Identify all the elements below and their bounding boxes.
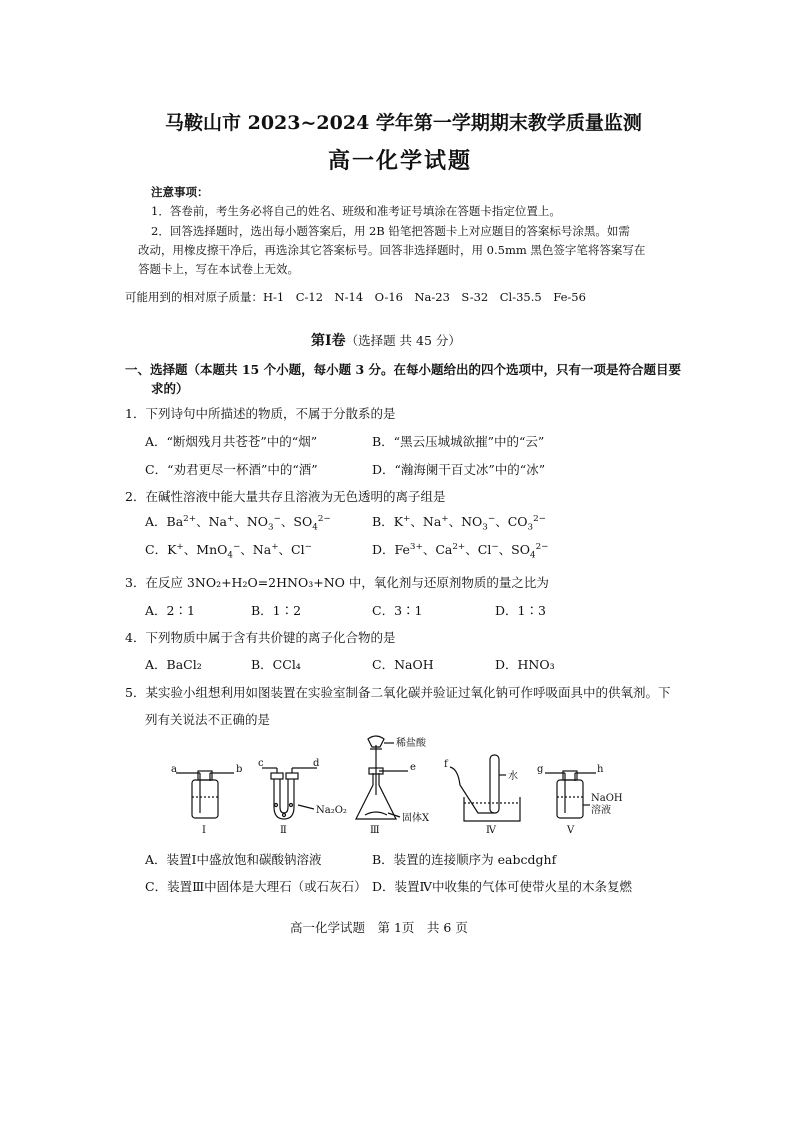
exam-title: 马鞍山市 2023~2024 学年第一学期期末教学质量监测: [165, 112, 642, 134]
q3-option-b: B．1∶2: [251, 603, 302, 618]
q5-option-a: A．装置Ⅰ中盛放饱和碳酸钠溶液: [145, 852, 322, 867]
q1-option-c: C．“劝君更尽一杯酒”中的“酒”: [145, 462, 318, 477]
apparatus-figure: [160, 735, 630, 840]
q3-stem: 3．在反应 3NO₂+H₂O=2HNO₃+NO 中，氧化剂与还原剂物质的量之比为: [125, 575, 549, 590]
label-naoh: NaOH: [591, 793, 623, 804]
apparatus-svg: [160, 735, 630, 840]
exam-subtitle: 高一化学试题: [328, 148, 473, 174]
label-solution: 溶液: [591, 805, 611, 816]
port-a: a: [171, 764, 177, 775]
u-tube-ii: [262, 768, 317, 819]
q5-option-d: D．装置Ⅳ中收集的气体可使带火星的木条复燃: [372, 879, 633, 894]
roman-ii: Ⅱ: [280, 825, 287, 836]
q5-option-b: B．装置的连接顺序为 eabcdghf: [372, 852, 557, 867]
q3-option-a: A．2∶1: [145, 603, 195, 618]
q4-option-d: D．HNO₃: [495, 657, 555, 672]
atomic-masses: 可能用到的相对原子质量：H-1 C-12 N-14 O-16 Na-23 S-32 Cl-35.5 Fe-56: [125, 290, 586, 304]
section-title: [311, 330, 461, 350]
roman-i: Ⅰ: [202, 825, 206, 836]
q4-option-a: A．BaCl₂: [145, 657, 202, 672]
note-1: 1．答卷前，考生务必将自己的姓名、班级和准考证号填涂在答题卡指定位置上。: [151, 204, 561, 218]
bottle-i: [176, 771, 234, 818]
section-title-main: 第Ⅰ卷: [311, 333, 346, 349]
roman-iv: Ⅳ: [486, 825, 496, 836]
q2-option-b-ions: K+、Na+、$NO_3^-$、$CO_3^{2-}$: [393, 513, 547, 533]
q2-option-d: [372, 540, 548, 561]
q2-option-a-label: A．: [145, 514, 167, 529]
q3-option-d: D．1∶3: [495, 603, 546, 618]
port-e: e: [410, 762, 416, 773]
trough-iv: [450, 755, 520, 821]
label-solid-x: 固体X: [402, 813, 430, 824]
port-h: h: [597, 764, 604, 775]
q3-option-c: C．3∶1: [372, 603, 423, 618]
q2-option-c-ions: K+、MnO$_4$−、Na+、Cl−: [167, 541, 312, 561]
page-footer: 高一化学试题 第 1页 共 6 页: [290, 920, 468, 935]
note-2-line-3: 答题卡上，写在本试卷上无效。: [138, 262, 299, 276]
q2-option-b-label: B．: [372, 514, 394, 529]
q2-option-d-ions: $Fe^{3+}$、$Ca^{2+}$、Cl−、$SO_4^{2-}$: [394, 541, 549, 561]
q2-option-a: [145, 512, 331, 533]
label-hcl: 稀盐酸: [396, 738, 426, 749]
note-2-line-2: 改动，用橡皮擦干净后，再选涂其它答案标号。回答非选择题时，用 0.5mm 黑色签字笔将答案写在: [138, 243, 646, 257]
q4-stem: 4．下列物质中属于含有共价键的离子化合物的是: [125, 630, 396, 645]
q2-option-c-label: C．: [145, 542, 168, 557]
port-b: b: [236, 764, 243, 775]
label-na2o2: Na₂O₂: [316, 805, 347, 816]
section-title-note: （选择题 共 45 分）: [345, 333, 461, 348]
q4-option-c: C．NaOH: [372, 657, 434, 672]
roman-v: Ⅴ: [567, 825, 575, 836]
port-d: d: [313, 758, 320, 769]
q2-option-d-label: D．: [372, 542, 395, 557]
section-instruction-2: 求的）: [151, 381, 189, 396]
bottle-v: [545, 771, 596, 818]
roman-iii: Ⅲ: [370, 825, 380, 836]
q2-option-a-ions: $Ba^{2+}$、Na+、$NO_3^-$、$SO_4^{2-}$: [166, 513, 331, 533]
q5-stem-line-2: 列有关说法不正确的是: [145, 712, 271, 727]
q1-stem: 1．下列诗句中所描述的物质，不属于分散系的是: [125, 406, 396, 421]
note-2-line-1: 2．回答选择题时，选出每小题答案后，用 2B 铅笔把答题卡上对应题目的答案标号涂黑。如需: [151, 224, 630, 238]
q2-option-c: [145, 540, 312, 561]
section-instruction-1: 一、选择题（本题共 15 个小题，每小题 3 分。在每小题给出的四个选项中，只有一项是符合题目要: [125, 362, 682, 377]
notes-heading: 注意事项：: [151, 185, 209, 199]
q1-option-a: A．“断烟残月共苍苍”中的“烟”: [145, 434, 318, 449]
q2-stem: 2．在碱性溶液中能大量共存且溶液为无色透明的离子组是: [125, 489, 446, 504]
q5-option-c: C．装置Ⅲ中固体是大理石（或石灰石）: [145, 879, 367, 894]
port-c: c: [258, 758, 264, 769]
q4-option-b: B．CCl₄: [251, 657, 301, 672]
label-water: 水: [508, 771, 518, 782]
q1-option-d: D．“瀚海阑干百丈冰”中的“冰”: [372, 462, 546, 477]
q1-option-b: B．“黑云压城城欲摧”中的“云”: [372, 434, 545, 449]
q5-stem-line-1: 5．某实验小组想利用如图装置在实验室制备二氧化碳并验证过氧化钠可作呼吸面具中的供氧剂。下: [125, 685, 671, 700]
port-g: g: [537, 764, 544, 775]
port-f: f: [444, 759, 448, 770]
q2-option-b: [372, 512, 546, 533]
